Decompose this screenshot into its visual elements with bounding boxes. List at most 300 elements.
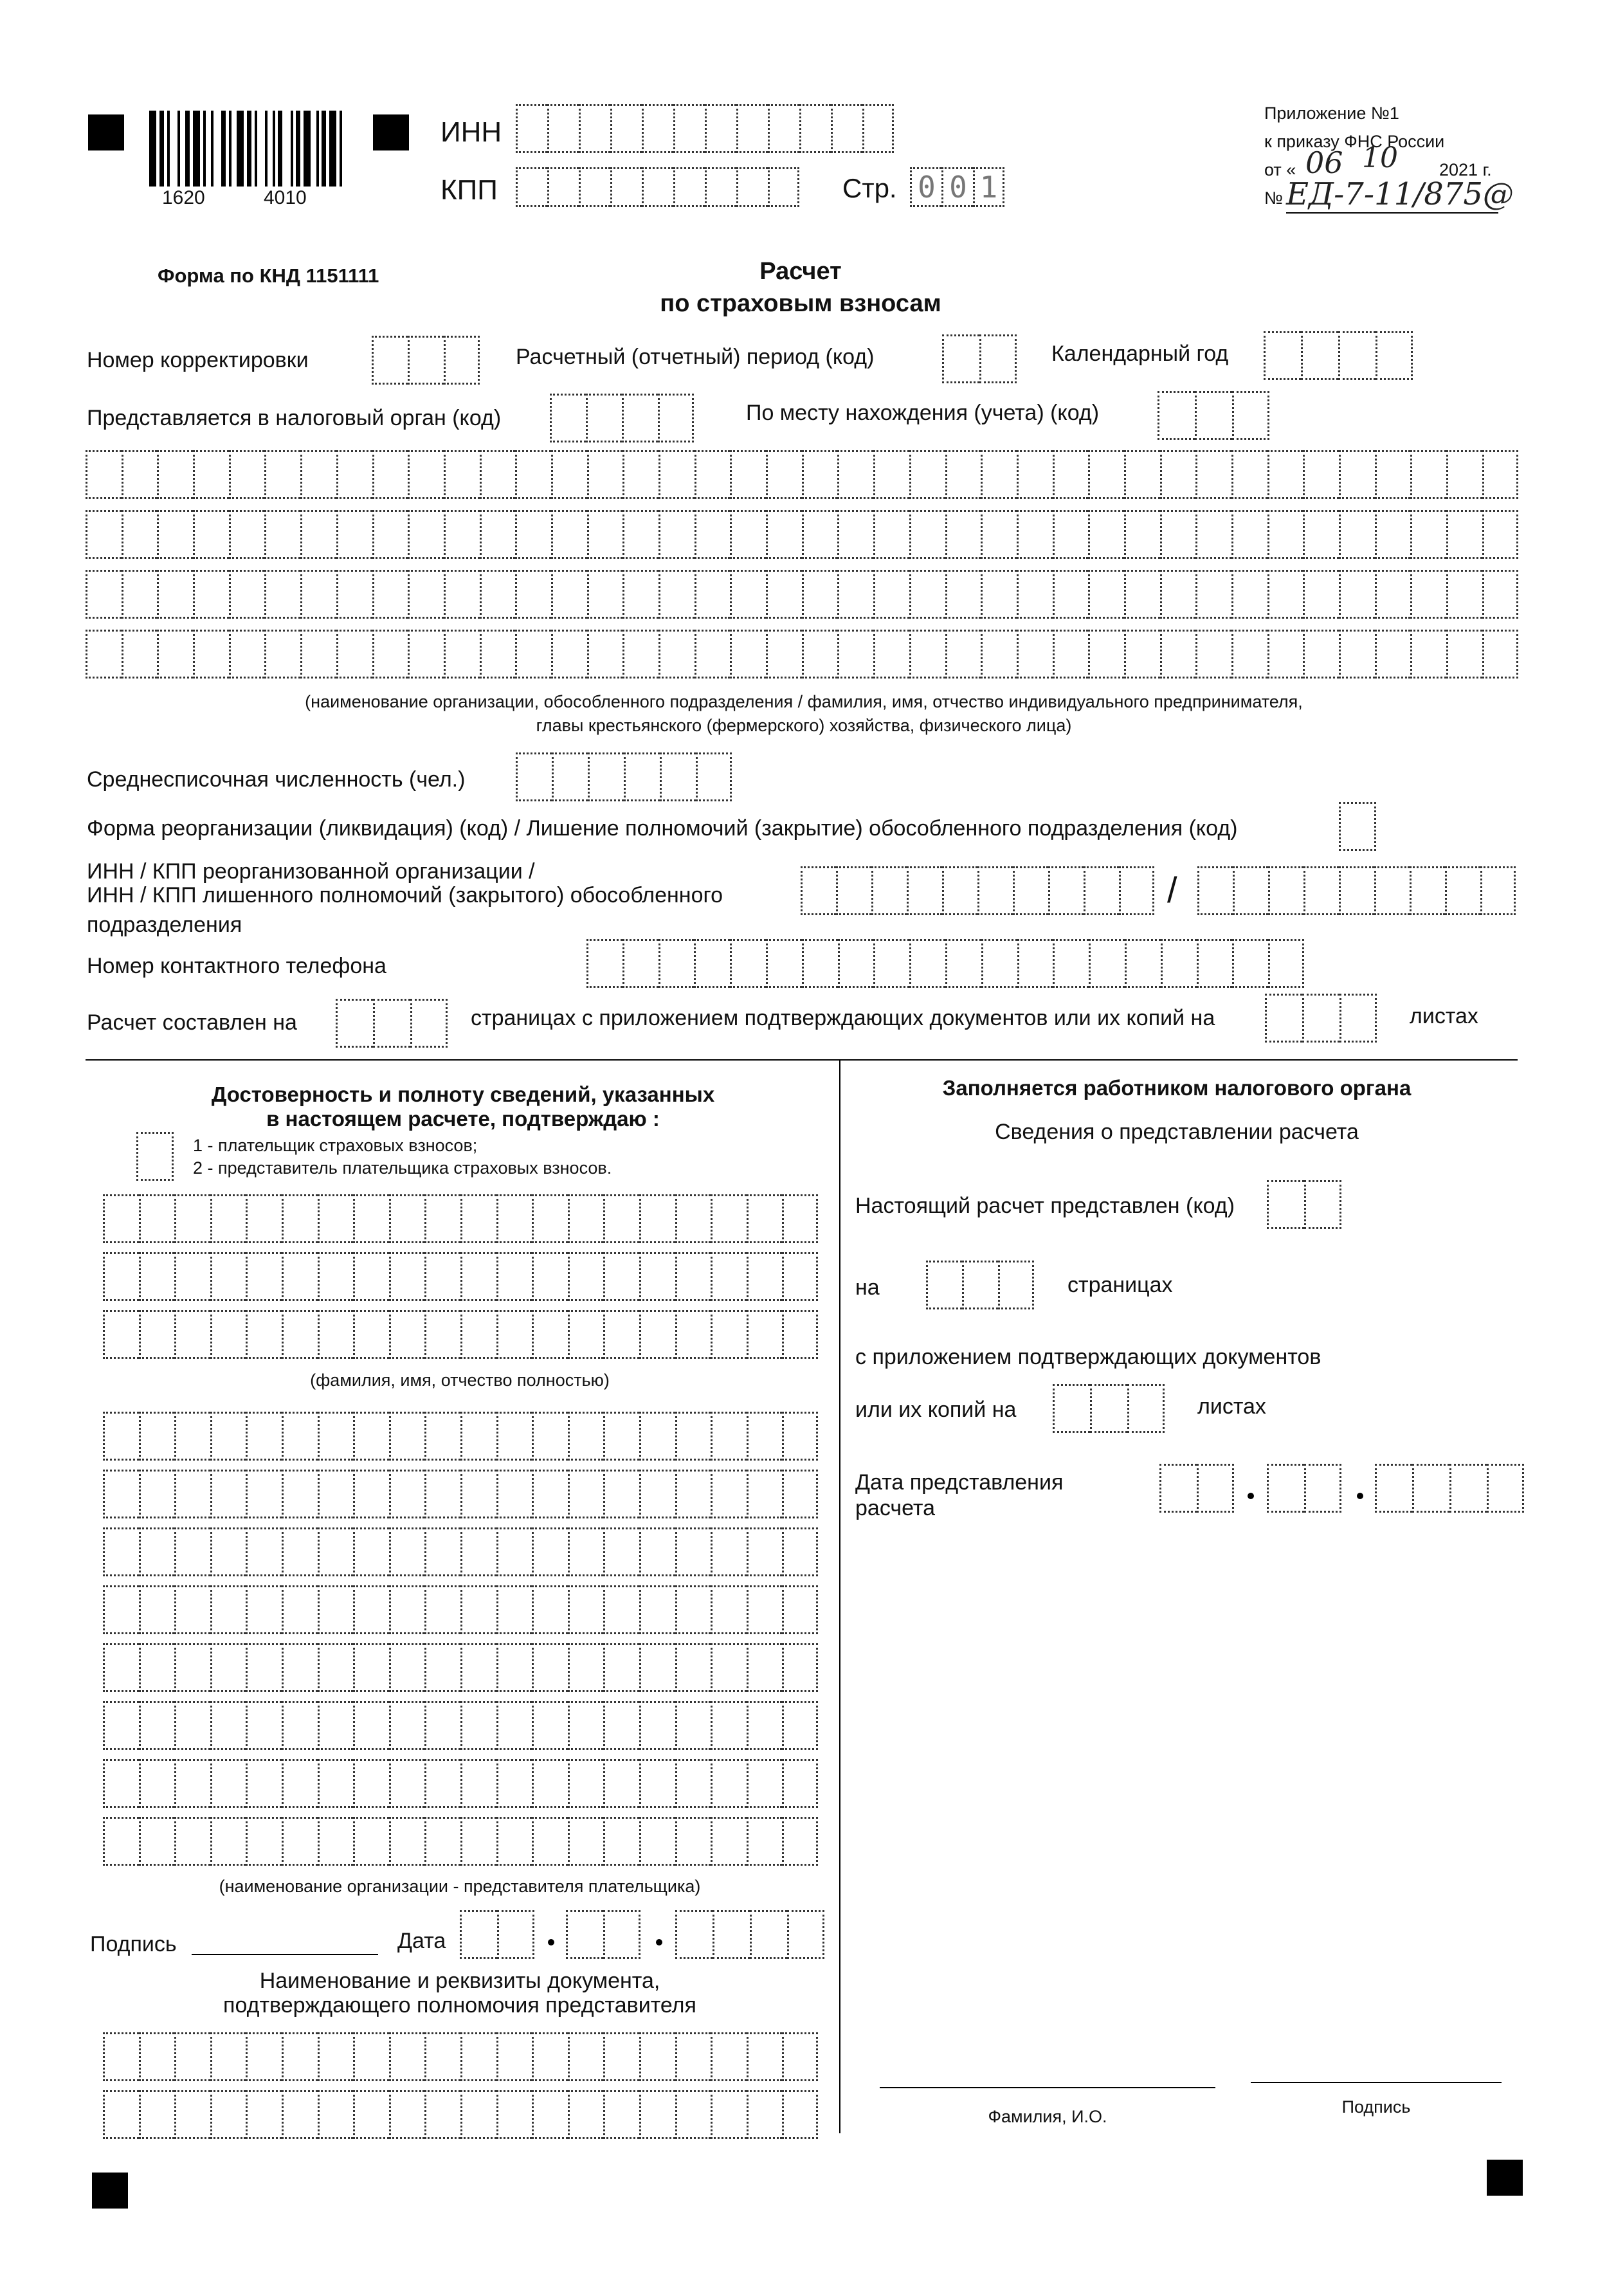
input-cell[interactable] [460, 1527, 496, 1576]
submission-date-day-cells[interactable] [1159, 1464, 1234, 1513]
input-cell[interactable] [210, 1643, 246, 1692]
input-cell[interactable] [766, 939, 802, 988]
input-cell[interactable] [603, 1194, 639, 1243]
input-cell[interactable] [389, 1817, 425, 1866]
input-cell[interactable] [353, 1194, 389, 1243]
input-cell[interactable] [766, 570, 802, 619]
input-cell[interactable] [873, 450, 909, 499]
input-cell[interactable] [424, 1759, 460, 1808]
input-cell[interactable] [210, 1194, 246, 1243]
fio-row-2[interactable] [103, 1252, 818, 1301]
input-cell[interactable] [768, 104, 799, 153]
input-cell[interactable] [353, 1527, 389, 1576]
input-cell[interactable] [711, 1643, 747, 1692]
input-cell[interactable] [460, 1910, 497, 1959]
input-cell[interactable] [408, 630, 444, 679]
input-cell[interactable] [587, 450, 623, 499]
input-cell[interactable] [389, 1470, 425, 1518]
input-cell[interactable] [497, 1910, 534, 1959]
input-cell[interactable] [1446, 510, 1482, 559]
input-cell[interactable] [496, 1643, 532, 1692]
input-cell[interactable] [318, 1585, 354, 1634]
input-cell[interactable] [981, 450, 1017, 499]
input-cell[interactable] [1338, 331, 1375, 380]
input-cell[interactable] [711, 1470, 747, 1518]
input-cell[interactable] [174, 1527, 210, 1576]
doc-row-2[interactable] [103, 2090, 818, 2139]
input-cell[interactable] [1267, 450, 1303, 499]
input-cell[interactable] [782, 2032, 818, 2081]
tax-authority-cells[interactable] [550, 394, 694, 442]
input-cell[interactable] [282, 2090, 318, 2139]
phone-cells[interactable] [586, 939, 1304, 988]
input-cell[interactable] [300, 510, 336, 559]
input-cell[interactable] [389, 2090, 425, 2139]
input-cell[interactable] [515, 510, 551, 559]
input-cell[interactable] [174, 2032, 210, 2081]
input-cell[interactable] [1195, 510, 1231, 559]
input-cell[interactable] [711, 2032, 747, 2081]
input-cell[interactable] [229, 510, 265, 559]
input-cell[interactable] [909, 450, 945, 499]
input-cell[interactable] [460, 1585, 496, 1634]
input-cell[interactable] [532, 1643, 568, 1692]
fio-row-3[interactable] [103, 1310, 818, 1359]
input-cell[interactable] [873, 570, 909, 619]
input-cell[interactable] [424, 1585, 460, 1634]
input-cell[interactable] [802, 450, 838, 499]
input-cell[interactable] [480, 450, 516, 499]
input-cell[interactable] [1482, 570, 1518, 619]
input-cell[interactable] [1410, 630, 1446, 679]
input-cell[interactable] [424, 1194, 460, 1243]
input-cell[interactable] [787, 1910, 824, 1959]
input-cell[interactable] [711, 1817, 747, 1866]
input-cell[interactable] [264, 450, 300, 499]
input-cell[interactable] [460, 1643, 496, 1692]
input-cell[interactable] [1197, 939, 1233, 988]
input-cell[interactable] [639, 1412, 675, 1461]
input-cell[interactable] [942, 334, 979, 383]
input-cell[interactable] [586, 939, 622, 988]
officer-fio-line[interactable] [880, 2087, 1215, 2088]
input-cell[interactable] [639, 1701, 675, 1750]
input-cell[interactable] [1053, 570, 1089, 619]
input-cell[interactable] [831, 104, 862, 153]
input-cell[interactable] [480, 570, 516, 619]
input-cell[interactable] [675, 1252, 711, 1301]
input-cell[interactable] [1161, 939, 1197, 988]
input-cell[interactable] [460, 2032, 496, 2081]
input-cell[interactable] [642, 167, 673, 207]
input-cell[interactable] [1231, 630, 1267, 679]
input-cell[interactable] [782, 1527, 818, 1576]
input-cell[interactable] [139, 1412, 175, 1461]
input-cell[interactable] [408, 336, 444, 385]
input-cell[interactable] [1231, 570, 1267, 619]
input-cell[interactable] [318, 1194, 354, 1243]
input-cell[interactable] [496, 1194, 532, 1243]
input-cell[interactable] [1374, 866, 1410, 915]
input-cell[interactable] [1160, 510, 1196, 559]
input-cell[interactable] [372, 570, 408, 619]
input-cell[interactable] [424, 1252, 460, 1301]
input-cell[interactable] [389, 1310, 425, 1359]
input-cell[interactable] [642, 104, 673, 153]
input-cell[interactable] [1160, 570, 1196, 619]
input-cell[interactable] [658, 570, 695, 619]
org-name-row-2[interactable] [86, 510, 1518, 559]
org-name-row-1[interactable] [86, 450, 1518, 499]
officer-signature-line[interactable] [1251, 2082, 1502, 2083]
input-cell[interactable] [318, 1701, 354, 1750]
input-cell[interactable] [496, 1759, 532, 1808]
input-cell[interactable] [157, 630, 193, 679]
input-cell[interactable] [587, 630, 623, 679]
input-cell[interactable] [336, 510, 372, 559]
input-cell[interactable] [532, 2032, 568, 2081]
input-cell[interactable] [193, 510, 229, 559]
input-cell[interactable] [174, 1194, 210, 1243]
input-cell[interactable] [318, 1759, 354, 1808]
input-cell[interactable] [1375, 450, 1411, 499]
input-cell[interactable] [675, 1194, 711, 1243]
input-cell[interactable] [1375, 630, 1411, 679]
input-cell[interactable] [373, 999, 410, 1048]
rep-org-row-5[interactable] [103, 1643, 818, 1692]
input-cell[interactable] [1017, 450, 1053, 499]
input-cell[interactable] [282, 1194, 318, 1243]
input-cell[interactable] [460, 1310, 496, 1359]
input-cell[interactable] [282, 1701, 318, 1750]
input-cell[interactable] [532, 1412, 568, 1461]
input-cell[interactable] [460, 1412, 496, 1461]
input-cell[interactable] [282, 1252, 318, 1301]
input-cell[interactable] [282, 1643, 318, 1692]
input-cell[interactable] [603, 1585, 639, 1634]
rep-org-row-7[interactable] [103, 1759, 818, 1808]
input-cell[interactable] [551, 450, 587, 499]
input-cell[interactable] [372, 510, 408, 559]
input-cell[interactable] [122, 630, 158, 679]
input-cell[interactable] [1446, 630, 1482, 679]
input-cell[interactable] [1303, 450, 1339, 499]
input-cell[interactable] [282, 1310, 318, 1359]
input-cell[interactable] [139, 2090, 175, 2139]
input-cell[interactable] [695, 570, 731, 619]
input-cell[interactable] [1053, 450, 1089, 499]
input-cell[interactable] [587, 510, 623, 559]
input-cell[interactable] [1410, 866, 1445, 915]
input-cell[interactable] [588, 752, 624, 801]
input-cell[interactable] [1231, 510, 1267, 559]
input-cell[interactable] [353, 1412, 389, 1461]
input-cell[interactable] [711, 1527, 747, 1576]
input-cell[interactable] [1446, 450, 1482, 499]
input-cell[interactable] [174, 1412, 210, 1461]
input-cell[interactable] [622, 450, 658, 499]
input-cell[interactable] [675, 2032, 711, 2081]
input-cell[interactable] [1480, 866, 1516, 915]
input-cell[interactable] [942, 866, 977, 915]
input-cell[interactable] [516, 167, 547, 207]
input-cell[interactable] [460, 1470, 496, 1518]
input-cell[interactable] [782, 1252, 818, 1301]
correction-number-cells[interactable] [372, 336, 480, 385]
input-cell[interactable] [873, 630, 909, 679]
submission-date-year-cells[interactable] [1375, 1464, 1524, 1513]
input-cell[interactable] [318, 1527, 354, 1576]
input-cell[interactable] [264, 510, 300, 559]
input-cell[interactable] [496, 1412, 532, 1461]
input-cell[interactable] [1375, 331, 1413, 380]
input-cell[interactable] [1446, 570, 1482, 619]
input-cell[interactable] [610, 104, 642, 153]
input-cell[interactable] [444, 630, 480, 679]
inn-cells[interactable] [516, 104, 894, 153]
input-cell[interactable] [372, 450, 408, 499]
confirmer-type-cell[interactable] [136, 1132, 174, 1181]
input-cell[interactable] [103, 1585, 139, 1634]
input-cell[interactable] [103, 1701, 139, 1750]
input-cell[interactable] [603, 1910, 640, 1959]
input-cell[interactable] [675, 1643, 711, 1692]
input-cell[interactable] [639, 1759, 675, 1808]
input-cell[interactable] [229, 570, 265, 619]
input-cell[interactable] [871, 866, 907, 915]
input-cell[interactable] [660, 752, 696, 801]
input-cell[interactable] [408, 510, 444, 559]
input-cell[interactable] [408, 570, 444, 619]
input-cell[interactable] [736, 167, 768, 207]
input-cell[interactable] [496, 2090, 532, 2139]
input-cell[interactable] [1375, 1464, 1412, 1513]
input-cell[interactable] [568, 1470, 604, 1518]
input-cell[interactable] [603, 1643, 639, 1692]
input-cell[interactable] [705, 167, 736, 207]
input-cell[interactable] [782, 1585, 818, 1634]
input-cell[interactable] [1088, 450, 1124, 499]
input-cell[interactable] [568, 1194, 604, 1243]
input-cell[interactable] [174, 2090, 210, 2139]
input-cell[interactable] [424, 1527, 460, 1576]
input-cell[interactable] [264, 630, 300, 679]
input-cell[interactable] [1339, 994, 1377, 1043]
input-cell[interactable] [1339, 866, 1374, 915]
input-cell[interactable] [1053, 939, 1089, 988]
input-cell[interactable] [1375, 570, 1411, 619]
input-cell[interactable] [210, 1701, 246, 1750]
input-cell[interactable] [444, 570, 480, 619]
input-cell[interactable] [1267, 570, 1303, 619]
input-cell[interactable] [747, 2090, 783, 2139]
input-cell[interactable] [246, 1527, 282, 1576]
input-cell[interactable] [424, 1412, 460, 1461]
input-cell[interactable] [622, 630, 658, 679]
input-cell[interactable] [909, 570, 945, 619]
input-cell[interactable] [750, 1910, 787, 1959]
input-cell[interactable] [246, 1412, 282, 1461]
input-cell[interactable] [336, 630, 372, 679]
input-cell[interactable] [568, 1585, 604, 1634]
input-cell[interactable] [747, 1252, 783, 1301]
input-cell[interactable] [862, 104, 894, 153]
input-cell[interactable] [1127, 1384, 1165, 1433]
input-cell[interactable] [318, 2032, 354, 2081]
input-cell[interactable] [410, 999, 448, 1048]
input-cell[interactable] [586, 394, 622, 442]
reorg-inn-cells[interactable] [801, 866, 1154, 915]
input-cell[interactable] [694, 939, 730, 988]
input-cell[interactable] [424, 1643, 460, 1692]
input-cell[interactable] [532, 1527, 568, 1576]
input-cell[interactable] [926, 1261, 962, 1309]
input-cell[interactable] [424, 1817, 460, 1866]
input-cell[interactable] [103, 1527, 139, 1576]
input-cell[interactable] [730, 510, 766, 559]
input-cell[interactable] [799, 104, 831, 153]
input-cell[interactable] [713, 1910, 750, 1959]
input-cell[interactable] [389, 1701, 425, 1750]
input-cell[interactable] [550, 394, 586, 442]
input-cell[interactable] [639, 1310, 675, 1359]
input-cell[interactable] [711, 1585, 747, 1634]
input-cell[interactable] [480, 510, 516, 559]
input-cell[interactable] [730, 939, 766, 988]
input-cell[interactable] [802, 630, 838, 679]
submission-date-month-cells[interactable] [1267, 1464, 1341, 1513]
input-cell[interactable] [945, 510, 981, 559]
input-cell[interactable] [318, 1470, 354, 1518]
input-cell[interactable] [568, 1252, 604, 1301]
input-cell[interactable] [639, 1252, 675, 1301]
input-cell[interactable] [1339, 802, 1376, 851]
input-cell[interactable] [389, 1412, 425, 1461]
input-cell[interactable] [353, 1470, 389, 1518]
input-cell[interactable] [282, 1412, 318, 1461]
input-cell[interactable] [836, 866, 871, 915]
input-cell[interactable] [568, 2032, 604, 2081]
input-cell[interactable] [282, 2032, 318, 2081]
input-cell[interactable] [782, 1643, 818, 1692]
input-cell[interactable] [1053, 1384, 1090, 1433]
input-cell[interactable] [353, 1701, 389, 1750]
input-cell[interactable] [675, 1412, 711, 1461]
input-cell[interactable] [86, 570, 122, 619]
input-cell[interactable] [979, 334, 1017, 383]
input-cell[interactable] [282, 1817, 318, 1866]
input-cell[interactable] [86, 450, 122, 499]
input-cell[interactable] [658, 939, 695, 988]
input-cell[interactable] [372, 630, 408, 679]
input-cell[interactable] [515, 570, 551, 619]
input-cell[interactable] [1195, 450, 1231, 499]
input-cell[interactable] [622, 939, 658, 988]
input-cell[interactable] [424, 1310, 460, 1359]
input-cell[interactable] [1017, 630, 1053, 679]
input-cell[interactable] [1375, 510, 1411, 559]
input-cell[interactable] [318, 1310, 354, 1359]
input-cell[interactable] [1124, 450, 1160, 499]
rep-org-row-6[interactable] [103, 1701, 818, 1750]
tax-pages-cells[interactable] [926, 1261, 1034, 1309]
input-cell[interactable] [945, 630, 981, 679]
left-signature-line[interactable] [192, 1954, 378, 1955]
input-cell[interactable] [639, 1585, 675, 1634]
input-cell[interactable] [675, 1310, 711, 1359]
input-cell[interactable] [229, 630, 265, 679]
input-cell[interactable] [210, 2090, 246, 2139]
input-cell[interactable] [424, 2090, 460, 2139]
input-cell[interactable] [610, 167, 642, 207]
input-cell[interactable] [1159, 1464, 1197, 1513]
input-cell[interactable] [318, 2090, 354, 2139]
input-cell[interactable] [802, 570, 838, 619]
input-cell[interactable] [1410, 510, 1446, 559]
input-cell[interactable] [909, 510, 945, 559]
input-cell[interactable] [1487, 1464, 1524, 1513]
input-cell[interactable] [747, 1585, 783, 1634]
input-cell[interactable] [532, 1759, 568, 1808]
input-cell[interactable] [695, 630, 731, 679]
input-cell[interactable] [945, 450, 981, 499]
input-cell[interactable] [624, 752, 660, 801]
input-cell[interactable] [174, 1470, 210, 1518]
input-cell[interactable] [246, 1585, 282, 1634]
input-cell[interactable] [658, 510, 695, 559]
input-cell[interactable] [711, 1310, 747, 1359]
input-cell[interactable] [174, 1701, 210, 1750]
input-cell[interactable] [353, 2090, 389, 2139]
input-cell[interactable] [782, 1759, 818, 1808]
input-cell[interactable] [496, 1701, 532, 1750]
input-cell[interactable] [711, 1759, 747, 1808]
input-cell[interactable] [547, 167, 579, 207]
input-cell[interactable] [1301, 331, 1338, 380]
input-cell[interactable] [1088, 510, 1124, 559]
input-cell[interactable] [353, 1310, 389, 1359]
input-cell[interactable] [696, 752, 732, 801]
input-cell[interactable] [675, 1759, 711, 1808]
input-cell[interactable] [389, 2032, 425, 2081]
input-cell[interactable] [1304, 1464, 1341, 1513]
input-cell[interactable] [837, 570, 873, 619]
input-cell[interactable] [157, 450, 193, 499]
rep-org-row-2[interactable] [103, 1470, 818, 1518]
input-cell[interactable] [300, 450, 336, 499]
input-cell[interactable] [139, 1759, 175, 1808]
input-cell[interactable] [1482, 510, 1518, 559]
input-cell[interactable] [496, 1527, 532, 1576]
input-cell[interactable] [1267, 510, 1303, 559]
input-cell[interactable] [1084, 866, 1119, 915]
input-cell[interactable] [496, 1252, 532, 1301]
input-cell[interactable] [460, 2090, 496, 2139]
input-cell[interactable] [1231, 450, 1267, 499]
input-cell[interactable] [782, 1817, 818, 1866]
input-cell[interactable] [1195, 630, 1231, 679]
input-cell[interactable] [658, 394, 694, 442]
input-cell[interactable] [1090, 1384, 1127, 1433]
input-cell[interactable] [579, 104, 610, 153]
input-cell[interactable] [389, 1759, 425, 1808]
input-cell[interactable] [174, 1585, 210, 1634]
input-cell[interactable] [229, 450, 265, 499]
input-cell[interactable] [747, 1412, 783, 1461]
submitted-code-cells[interactable] [1267, 1180, 1341, 1229]
input-cell[interactable] [622, 510, 658, 559]
location-code-cells[interactable] [1158, 391, 1269, 440]
